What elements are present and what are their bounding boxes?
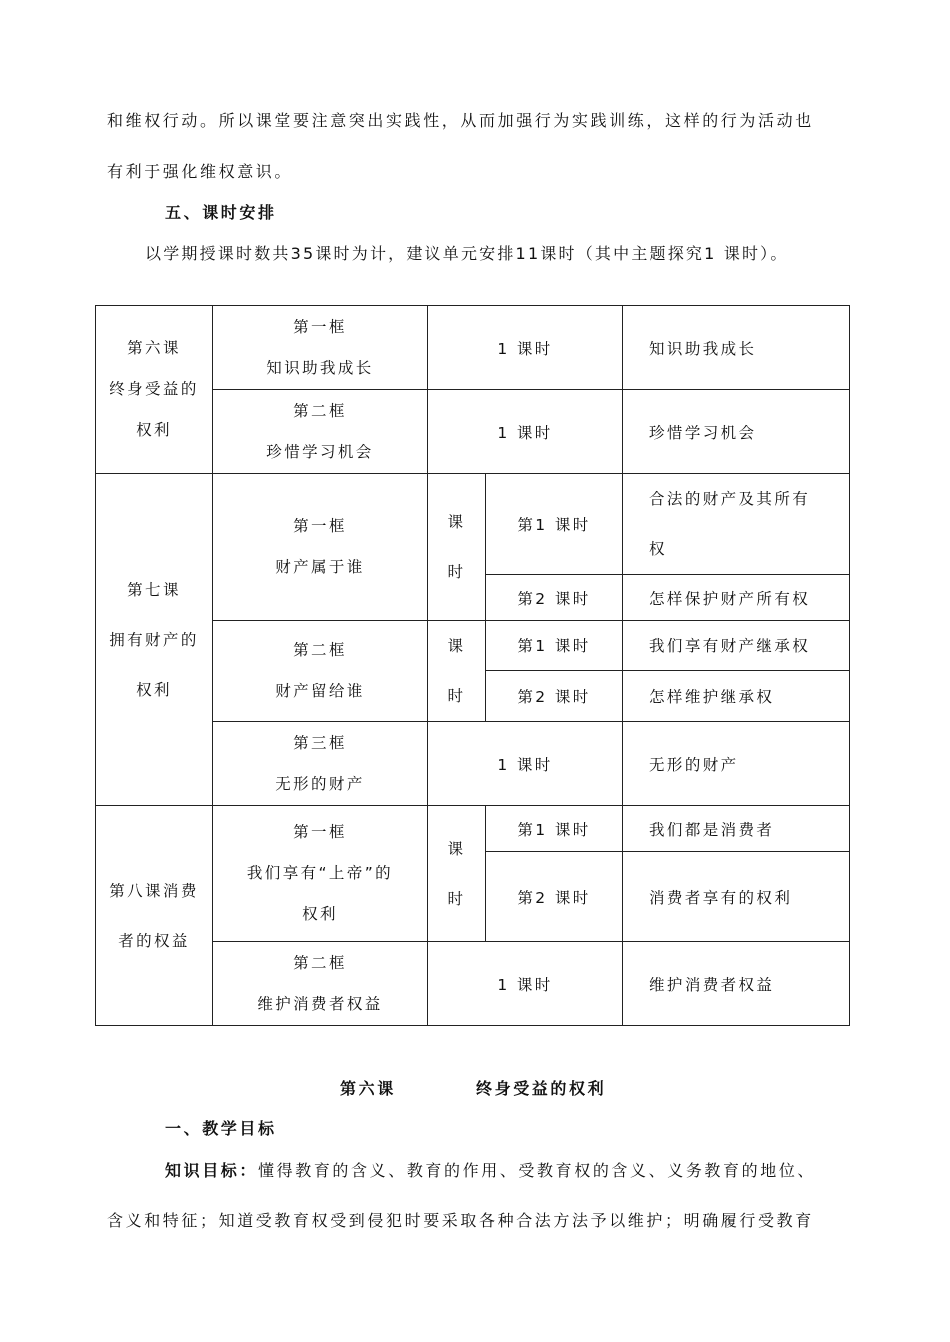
paragraph-line: 和维权行动。所以课堂要注意突出实践性，从而加强行为实践训练，这样的行为活动也	[107, 111, 814, 130]
table-row	[96, 306, 850, 390]
frame-cell: 第一框 我们享有“上帝”的 权利	[213, 806, 428, 942]
topic-cell: 怎样维护继承权	[623, 670, 850, 721]
hours-cell: 1 课时	[428, 306, 623, 390]
period-cell: 第1 课时	[486, 621, 623, 671]
paragraph-line: 有利于强化维权意识。	[107, 162, 294, 181]
topic-cell: 知识助我成长	[623, 306, 850, 390]
hours-label-cell: 课 时	[428, 474, 486, 621]
topic-cell: 维护消费者权益	[623, 942, 850, 1026]
frame-cell: 第一框 知识助我成长	[213, 306, 428, 390]
lesson-cell: 第六课 终身受益的 权利	[96, 306, 213, 474]
period-cell: 第2 课时	[486, 852, 623, 942]
hours-label-cell: 课 时	[428, 621, 486, 722]
period-cell: 第1 课时	[486, 474, 623, 575]
hours-cell: 1 课时	[428, 722, 623, 806]
topic-cell: 怎样保护财产所有权	[623, 575, 850, 621]
schedule-table	[95, 305, 850, 1026]
lesson-cell: 第七课 拥有财产的 权利	[96, 474, 213, 806]
topic-cell: 消费者享有的权利	[623, 852, 850, 942]
table-row	[96, 474, 850, 575]
frame-cell: 第一框 财产属于谁	[213, 474, 428, 621]
hours-cell: 1 课时	[428, 390, 623, 474]
frame-cell: 第二框 财产留给谁	[213, 621, 428, 722]
topic-cell: 我们享有财产继承权	[623, 621, 850, 671]
period-cell: 第2 课时	[486, 575, 623, 621]
period-cell: 第2 课时	[486, 670, 623, 721]
lesson-title-name: 终身受益的权利	[476, 1079, 607, 1098]
hours-cell: 1 课时	[428, 942, 623, 1026]
frame-cell: 第二框 珍惜学习机会	[213, 390, 428, 474]
lesson-cell: 第八课消费 者的权益	[96, 806, 213, 1026]
table-row	[96, 806, 850, 852]
frame-cell: 第二框 维护消费者权益	[213, 942, 428, 1026]
topic-cell: 合法的财产及其所有 权	[623, 474, 850, 575]
frame-cell: 第三框 无形的财产	[213, 722, 428, 806]
section-heading: 一、教学目标	[165, 1119, 277, 1138]
period-cell: 第1 课时	[486, 806, 623, 852]
paragraph-line: 含义和特征；知道受教育权受到侵犯时要采取各种合法方法予以维护；明确履行受教育	[107, 1211, 814, 1230]
topic-cell: 我们都是消费者	[623, 806, 850, 852]
paragraph-line: 以学期授课时数共35课时为计，建议单元安排11课时（其中主题探究1 课时）。	[145, 244, 789, 263]
section-heading: 五、课时安排	[165, 203, 277, 222]
lesson-title-number: 第六课	[340, 1079, 396, 1098]
topic-cell: 珍惜学习机会	[623, 390, 850, 474]
knowledge-label: 知识目标：	[165, 1161, 259, 1180]
paragraph-line: 知识目标：懂得教育的含义、教育的作用、受教育权的含义、义务教育的地位、	[165, 1161, 817, 1180]
topic-cell: 无形的财产	[623, 722, 850, 806]
hours-label-cell: 课 时	[428, 806, 486, 942]
